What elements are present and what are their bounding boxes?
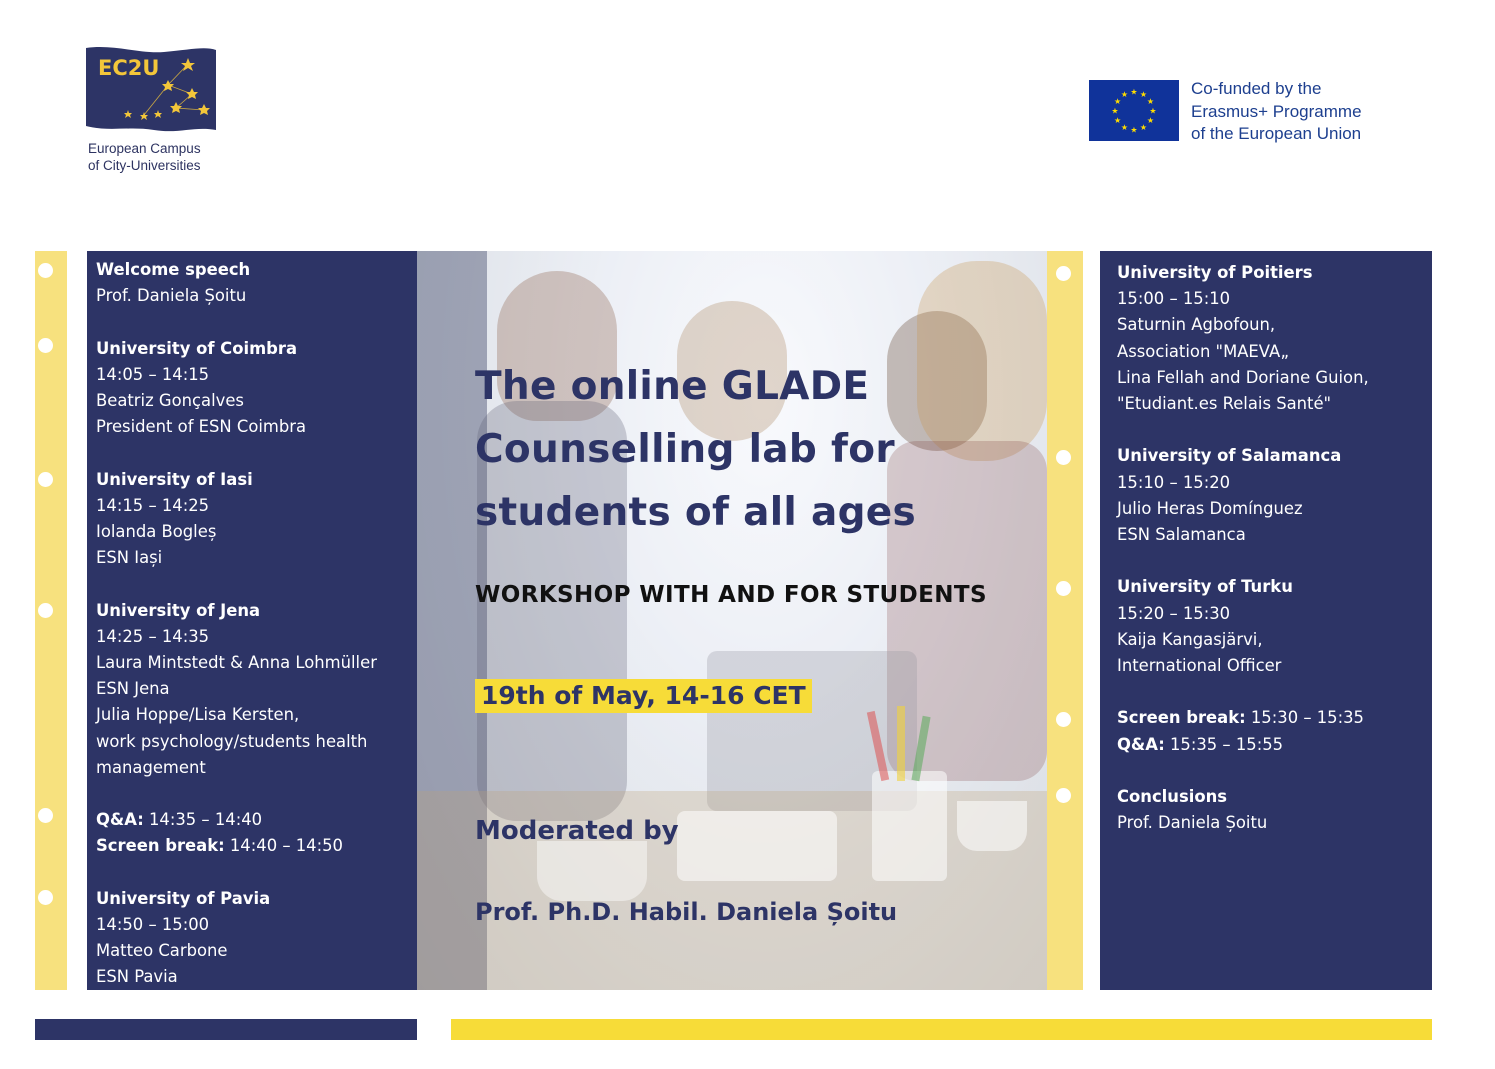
photo-pen-cup xyxy=(872,771,947,881)
schedule-line xyxy=(96,886,417,912)
schedule-line xyxy=(96,729,417,755)
event-hero xyxy=(417,251,1047,990)
schedule-line xyxy=(1117,574,1432,600)
schedule-line xyxy=(96,414,417,440)
binder-hole xyxy=(38,808,53,823)
ec2u-caption: European Campus of City-Universities xyxy=(88,141,201,173)
schedule-line xyxy=(96,545,417,571)
schedule-line xyxy=(96,912,417,938)
schedule-heading: University of Coimbra xyxy=(96,338,298,358)
schedule-text: ESN Salamanca xyxy=(1117,525,1246,545)
schedule-heading: Welcome speech xyxy=(96,260,251,279)
schedule-line xyxy=(96,964,417,990)
schedule-text: Matteo Carbone xyxy=(96,941,228,961)
schedule-text: work psychology/students health xyxy=(96,731,368,751)
schedule-line xyxy=(96,362,417,388)
photo-mug xyxy=(957,801,1027,851)
schedule-line xyxy=(1117,732,1432,758)
schedule-text: 14:05 – 14:15 xyxy=(96,364,210,384)
eu-star-icon: ★ xyxy=(1130,125,1138,135)
schedule-text: management xyxy=(96,757,206,777)
schedule-text: Prof. Daniela Șoitu xyxy=(1117,813,1268,833)
schedule-text: 14:15 – 14:25 xyxy=(96,495,210,515)
schedule-entry xyxy=(1117,784,1432,836)
schedule-line xyxy=(1117,339,1432,365)
schedule-line xyxy=(96,283,417,309)
schedule-line xyxy=(1117,601,1432,627)
eu-funding-text: Co-funded by the Erasmus+ Programme of the European Union xyxy=(1191,79,1362,143)
schedule-entry xyxy=(96,807,417,859)
schedule-heading: University of Turku xyxy=(1117,577,1293,597)
schedule-line xyxy=(1117,784,1432,810)
schedule-entry xyxy=(96,257,417,309)
schedule-heading: University of Pavia xyxy=(96,888,271,908)
schedule-line xyxy=(96,807,417,833)
binder-hole xyxy=(1056,450,1071,465)
schedule-line xyxy=(1117,810,1432,836)
footer-bar-yellow xyxy=(451,1019,1432,1040)
schedule-text: "Etudiant.es Relais Santé" xyxy=(1117,394,1332,414)
schedule-line xyxy=(96,676,417,702)
schedule-heading: University of Jena xyxy=(96,600,261,620)
eu-star-icon: ★ xyxy=(1120,90,1129,100)
schedule-line xyxy=(96,388,417,414)
schedule-line xyxy=(96,833,417,859)
schedule-text: Prof. Daniela Șoitu xyxy=(96,286,247,306)
schedule-text: 14:35 – 14:40 xyxy=(143,810,263,830)
schedule-text: Beatriz Gonçalves xyxy=(96,391,244,410)
photo-mug xyxy=(537,841,647,901)
schedule-line xyxy=(1117,260,1432,286)
eu-star-icon: ★ xyxy=(1130,87,1138,97)
schedule-text: Association "MAEVA„ xyxy=(1117,341,1290,361)
event-subtitle: WORKSHOP WITH AND FOR STUDENTS xyxy=(475,582,987,608)
eu-star-icon: ★ xyxy=(1111,106,1119,116)
schedule-text: Julio Heras Domínguez xyxy=(1117,498,1303,518)
binder-hole xyxy=(38,603,53,618)
schedule-text: Saturnin Agbofoun, xyxy=(1117,315,1276,335)
schedule-line xyxy=(96,257,417,283)
schedule-text: 15:35 – 15:55 xyxy=(1164,734,1284,754)
binder-hole xyxy=(38,338,53,353)
eu-star-icon: ★ xyxy=(1146,116,1155,125)
eu-star-icon: ★ xyxy=(1113,97,1122,106)
schedule-text: ESN Iași xyxy=(96,548,163,568)
schedule-entry xyxy=(1117,443,1432,548)
schedule-text: ESN Jena xyxy=(96,679,170,699)
schedule-line xyxy=(1117,365,1432,391)
schedule-text: 15:30 – 15:35 xyxy=(1245,708,1364,728)
schedule-heading: Screen break: xyxy=(1117,708,1246,728)
photo-marker xyxy=(897,706,905,781)
schedule-heading: Q&A: xyxy=(96,810,144,830)
eu-star-icon: ★ xyxy=(1139,122,1148,132)
left-schedule-panel xyxy=(87,251,417,990)
eu-stars-icon xyxy=(1089,80,1179,141)
schedule-line xyxy=(96,702,417,728)
schedule-line xyxy=(96,493,417,519)
schedule-heading: University of Salamanca xyxy=(1117,446,1342,466)
schedule-line xyxy=(96,650,417,676)
schedule-entry xyxy=(1117,705,1432,757)
eu-star-icon: ★ xyxy=(1146,97,1155,106)
schedule-line xyxy=(96,598,417,624)
schedule-text: 15:10 – 15:20 xyxy=(1117,472,1231,492)
schedule-text: International Officer xyxy=(1117,656,1282,676)
schedule-text: 14:50 – 15:00 xyxy=(96,915,210,934)
footer-bar-navy xyxy=(35,1019,417,1040)
schedule-line xyxy=(96,938,417,964)
schedule-line xyxy=(1117,653,1432,679)
schedule-line xyxy=(1117,627,1432,653)
schedule-text: 15:00 – 15:10 xyxy=(1117,289,1231,309)
schedule-text: ESN Pavia xyxy=(96,967,178,987)
binder-hole xyxy=(1056,581,1071,596)
binder-hole xyxy=(1056,266,1071,281)
schedule-heading: Q&A: xyxy=(1117,734,1165,754)
eu-flag-icon xyxy=(1089,80,1179,141)
schedule-line xyxy=(1117,312,1432,338)
schedule-text: Kaija Kangasjärvi, xyxy=(1117,629,1263,649)
binder-hole xyxy=(1056,712,1071,727)
schedule-line xyxy=(96,519,417,545)
right-schedule-panel xyxy=(1100,251,1432,990)
eu-star-icon: ★ xyxy=(1113,116,1122,125)
eu-star-icon: ★ xyxy=(1149,106,1157,116)
schedule-line xyxy=(96,755,417,781)
schedule-entry xyxy=(96,336,417,441)
event-date: 19th of May, 14-16 CET xyxy=(475,679,812,713)
binder-hole xyxy=(38,263,53,278)
binder-hole xyxy=(1056,788,1071,803)
photo-tablet xyxy=(677,811,837,881)
schedule-text: 14:40 – 14:50 xyxy=(224,836,343,856)
schedule-line xyxy=(1117,470,1432,496)
schedule-text: Laura Mintstedt & Anna Lohmüller xyxy=(96,653,377,672)
schedule-text: 15:20 – 15:30 xyxy=(1117,603,1231,623)
schedule-line xyxy=(96,336,417,362)
schedule-text: Lina Fellah and Doriane Guion, xyxy=(1117,367,1369,387)
schedule-line xyxy=(96,624,417,650)
schedule-entry xyxy=(1117,574,1432,679)
schedule-heading: Screen break: xyxy=(96,836,225,856)
schedule-text: 14:25 – 14:35 xyxy=(96,626,210,646)
schedule-heading: Conclusions xyxy=(1117,787,1228,806)
schedule-line xyxy=(1117,705,1432,731)
binder-hole xyxy=(38,890,53,905)
moderator-name: Prof. Ph.D. Habil. Daniela Șoitu xyxy=(475,898,898,926)
schedule-line xyxy=(96,467,417,493)
schedule-entry xyxy=(96,886,417,991)
schedule-heading: University of Iasi xyxy=(96,469,253,489)
schedule-heading: University of Poitiers xyxy=(1117,263,1313,282)
ec2u-logo xyxy=(84,44,224,176)
schedule-text: President of ESN Coimbra xyxy=(96,417,307,437)
schedule-entry xyxy=(96,598,417,781)
eu-star-icon: ★ xyxy=(1139,90,1148,100)
schedule-text: Julia Hoppe/Lisa Kersten, xyxy=(96,705,300,725)
ec2u-mark: EC2U xyxy=(98,56,160,80)
right-binder-strip xyxy=(1047,251,1083,990)
schedule-line xyxy=(1117,443,1432,469)
binder-hole xyxy=(38,472,53,487)
eu-star-icon: ★ xyxy=(1120,122,1129,132)
event-title: The online GLADE Counselling lab for students of all ages xyxy=(475,364,917,535)
left-binder-strip xyxy=(35,251,67,990)
moderated-label: Moderated by xyxy=(475,816,679,846)
schedule-line xyxy=(1117,391,1432,417)
schedule-entry xyxy=(96,467,417,572)
schedule-line xyxy=(1117,522,1432,548)
schedule-line xyxy=(1117,286,1432,312)
schedule-line xyxy=(1117,496,1432,522)
eu-erasmus-logo xyxy=(1089,80,1419,144)
schedule-text: Iolanda Bogleș xyxy=(96,522,217,541)
schedule-entry xyxy=(1117,260,1432,417)
